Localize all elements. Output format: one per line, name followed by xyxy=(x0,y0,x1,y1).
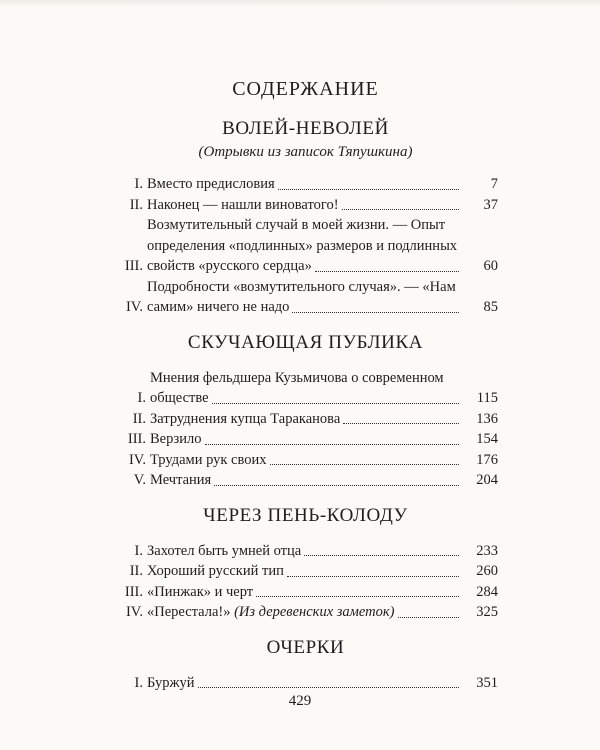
entry-page: 60 xyxy=(483,258,498,274)
section-ocherki xyxy=(113,635,498,694)
entry-number: III. xyxy=(124,583,143,600)
page-top-edge xyxy=(0,0,600,6)
toc-entry[interactable] xyxy=(113,409,498,430)
contents-title: СОДЕРЖАНИЕ xyxy=(232,78,379,100)
toc-entry[interactable] xyxy=(113,561,498,582)
entry-number: IV. xyxy=(125,604,143,620)
page-number: 429 xyxy=(288,693,312,709)
entry-title: Захотел быть умней отца xyxy=(147,542,302,559)
entry-title-main: «Перестала!» xyxy=(147,604,231,620)
entry-number: I. xyxy=(137,390,146,406)
entry-number: III. xyxy=(124,258,143,274)
toc-entry[interactable] xyxy=(113,602,498,623)
entry-number: V. xyxy=(133,472,146,488)
entry-number: II. xyxy=(132,410,146,427)
entry-title: Верзило xyxy=(150,431,202,447)
entry-page: 325 xyxy=(476,604,498,620)
entry-title-line: определения «подлинных» размеров и подлинных xyxy=(147,237,458,254)
section-subtitle: (Отрывки из записок Тяпушкина) xyxy=(198,144,413,160)
entry-title: Буржуй xyxy=(147,674,195,691)
entry-page: 115 xyxy=(476,390,498,406)
entry-page: 204 xyxy=(476,472,498,488)
entry-page: 154 xyxy=(476,431,498,447)
entry-page: 176 xyxy=(476,451,498,468)
entry-number: IV. xyxy=(125,299,143,315)
entry-number: I. xyxy=(134,176,143,192)
entry-number: II. xyxy=(129,563,143,579)
entry-page: 37 xyxy=(483,196,498,213)
entry-title-note: (Из деревенских заметок) xyxy=(234,604,395,620)
section-volei-nevolei xyxy=(113,116,498,318)
entry-number: II. xyxy=(129,196,143,213)
toc-entry[interactable] xyxy=(113,174,498,195)
section-title: СКУЧАЮЩАЯ ПУБЛИКА xyxy=(187,331,424,353)
entry-page: 7 xyxy=(490,176,498,192)
entry-page: 136 xyxy=(476,410,498,427)
toc-entry[interactable] xyxy=(113,368,498,409)
entry-number: IV. xyxy=(128,451,146,468)
toc-entry[interactable] xyxy=(113,470,498,491)
toc-entry[interactable] xyxy=(113,277,498,318)
toc-entry[interactable] xyxy=(113,215,498,277)
entry-page: 233 xyxy=(476,542,498,559)
toc-entry[interactable] xyxy=(113,195,498,216)
entry-title-line: самим» ничего не надо xyxy=(147,299,290,315)
entry-page: 351 xyxy=(476,674,498,691)
section-title: ОЧЕРКИ xyxy=(266,636,345,658)
section-skuchayushchaya-publika xyxy=(113,330,498,491)
toc-entry[interactable] xyxy=(113,429,498,450)
entry-title-line: Возмутительный случай в моей жизни. — Опыт xyxy=(147,217,446,233)
entry-title-line: свойств «русского сердца» xyxy=(147,258,312,274)
toc-entry[interactable] xyxy=(113,673,498,694)
entry-page: 260 xyxy=(476,563,498,579)
entry-title: Трудами рук своих xyxy=(150,451,267,468)
entry-title: Хороший русский тип xyxy=(147,563,284,579)
entry-number: III. xyxy=(127,431,146,447)
entry-title: Затруднения купца Тараканова xyxy=(150,410,341,427)
toc-entry[interactable] xyxy=(113,541,498,562)
entry-title: Вместо предисловия xyxy=(147,176,275,192)
entry-title-line: Мнения фельдшера Кузьмичова о современном xyxy=(150,369,444,386)
entry-title: Мечтания xyxy=(150,472,212,488)
section-title: ЧЕРЕЗ ПЕНЬ-КОЛОДУ xyxy=(203,504,408,526)
entry-title xyxy=(147,602,395,623)
entry-title-line: обществе xyxy=(150,390,209,406)
entry-title: «Пинжак» и черт xyxy=(147,583,254,600)
section-title: ВОЛЕЙ-НЕВОЛЕЙ xyxy=(222,118,389,139)
entry-title: Наконец — нашли виноватого! xyxy=(147,196,339,213)
section-cherez-pen-kolodu xyxy=(113,503,498,623)
entry-title-line: Подробности «возмутительного случая». — «Нам xyxy=(147,278,456,295)
entry-page: 284 xyxy=(476,583,498,600)
toc-entry[interactable] xyxy=(113,450,498,471)
entry-page: 85 xyxy=(483,299,498,315)
table-of-contents xyxy=(113,70,498,705)
entry-number: I. xyxy=(134,542,143,559)
toc-entry[interactable] xyxy=(113,582,498,603)
entry-number: I. xyxy=(134,674,143,691)
